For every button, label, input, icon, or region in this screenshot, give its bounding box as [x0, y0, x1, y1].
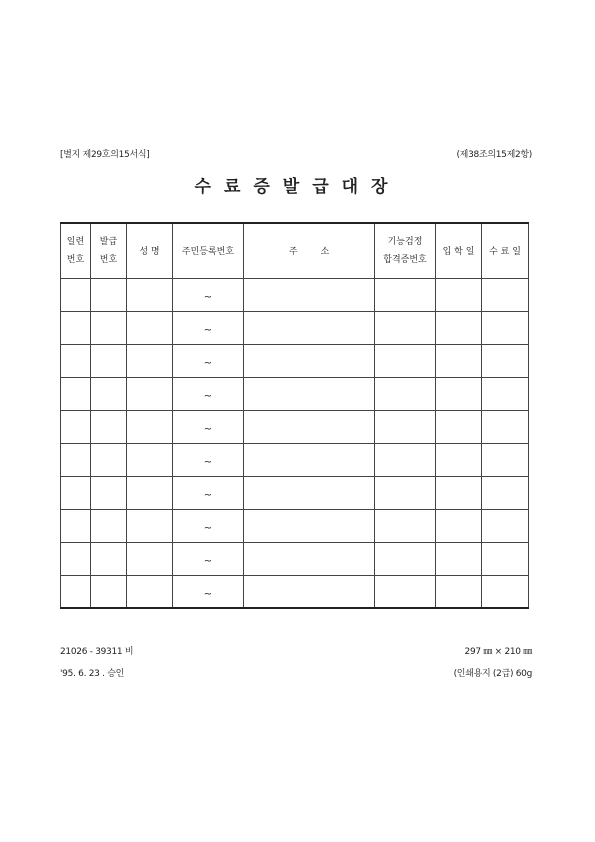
table-cell	[127, 476, 173, 509]
table-cell	[482, 476, 529, 509]
table-cell	[375, 443, 436, 476]
table-cell	[91, 311, 127, 344]
table-cell	[244, 542, 375, 575]
table-cell	[127, 311, 173, 344]
table-row	[61, 344, 529, 377]
table-header-row	[61, 223, 529, 278]
resident-number-placeholder: ~	[203, 588, 213, 600]
table-cell	[127, 344, 173, 377]
col-header-address: 주 소	[244, 223, 375, 278]
table-cell	[91, 509, 127, 542]
col-header-name: 성 명	[127, 223, 173, 278]
table-cell	[91, 377, 127, 410]
table-cell	[375, 542, 436, 575]
table-cell	[61, 344, 91, 377]
table-cell	[482, 311, 529, 344]
table-cell	[173, 377, 244, 410]
table-cell	[436, 410, 482, 443]
table-row	[61, 410, 529, 443]
table-cell	[244, 311, 375, 344]
table-cell	[173, 344, 244, 377]
table-row	[61, 509, 529, 542]
table-cell	[61, 575, 91, 608]
table-cell	[91, 575, 127, 608]
table-cell	[375, 377, 436, 410]
table-cell	[244, 377, 375, 410]
table-cell	[244, 344, 375, 377]
table-cell	[61, 509, 91, 542]
table-cell	[436, 344, 482, 377]
resident-number-placeholder: ~	[203, 523, 213, 534]
resident-number-placeholder: ~	[203, 358, 213, 369]
table-cell	[127, 509, 173, 542]
table-cell	[127, 575, 173, 608]
table-cell	[244, 443, 375, 476]
table-cell	[436, 311, 482, 344]
table-row	[61, 575, 529, 608]
table-cell	[436, 476, 482, 509]
table-cell	[482, 542, 529, 575]
table-cell	[61, 278, 91, 311]
table-cell	[244, 476, 375, 509]
table-row	[61, 476, 529, 509]
resident-number-placeholder: ~	[203, 556, 213, 567]
table-cell	[244, 278, 375, 311]
table-cell	[482, 575, 529, 608]
resident-number-placeholder: ~	[203, 490, 213, 501]
resident-number-placeholder: ~	[203, 391, 213, 402]
approval-date: '95. 6. 23 . 승인	[60, 669, 125, 679]
table-cell	[375, 344, 436, 377]
table-cell	[482, 443, 529, 476]
table-cell	[482, 344, 529, 377]
table-cell	[482, 509, 529, 542]
issuance-ledger-table	[60, 222, 529, 609]
rule-reference: (제38조의15제2항)	[456, 150, 532, 160]
table-cell	[436, 278, 482, 311]
table-cell	[127, 377, 173, 410]
table-cell	[91, 344, 127, 377]
table-cell	[436, 575, 482, 608]
resident-number-placeholder: ~	[203, 424, 213, 435]
table-cell	[61, 476, 91, 509]
table-cell	[375, 509, 436, 542]
table-cell	[244, 410, 375, 443]
col-header-resident-no: 주민등록번호	[173, 223, 244, 278]
table-cell	[173, 575, 244, 608]
table-cell	[173, 476, 244, 509]
col-header-serial-no: 일련 번호	[61, 223, 91, 278]
table-cell	[173, 410, 244, 443]
table-cell	[61, 410, 91, 443]
table-cell	[244, 509, 375, 542]
resident-number-placeholder: ~	[203, 292, 213, 303]
form-reference: [별지 제29호의15서식]	[60, 150, 150, 160]
table-cell	[375, 575, 436, 608]
table-cell	[436, 542, 482, 575]
form-code: 21026 - 39311 비	[60, 647, 134, 657]
table-row	[61, 377, 529, 410]
table-cell	[173, 311, 244, 344]
paper-size: 297 ㎜ × 210 ㎜	[464, 647, 532, 657]
table-cell	[61, 542, 91, 575]
table-cell	[127, 278, 173, 311]
table-cell	[482, 377, 529, 410]
table-cell	[173, 542, 244, 575]
table-row	[61, 443, 529, 476]
table-cell	[436, 443, 482, 476]
paper-type: (인쇄용지 (2급) 60g	[453, 669, 532, 679]
table-row	[61, 542, 529, 575]
table-cell	[91, 443, 127, 476]
col-header-admission-date: 입 학 일	[436, 223, 482, 278]
table-cell	[127, 542, 173, 575]
page-title: 수료증발급대장	[194, 177, 401, 197]
table-cell	[91, 542, 127, 575]
table-cell	[482, 278, 529, 311]
table-cell	[91, 410, 127, 443]
table-cell	[375, 311, 436, 344]
table-cell	[173, 509, 244, 542]
table-row	[61, 278, 529, 311]
table-cell	[244, 575, 375, 608]
resident-number-placeholder: ~	[203, 457, 213, 468]
table-cell	[61, 443, 91, 476]
table-cell	[127, 443, 173, 476]
table-cell	[375, 410, 436, 443]
table-cell	[173, 443, 244, 476]
table-row	[61, 311, 529, 344]
table-cell	[91, 476, 127, 509]
col-header-issue-no: 발급 번호	[91, 223, 127, 278]
table-cell	[91, 278, 127, 311]
table-cell	[127, 410, 173, 443]
table-cell	[173, 278, 244, 311]
table-cell	[436, 509, 482, 542]
col-header-certificate-no: 기능검정 합격증번호	[375, 223, 436, 278]
table-cell	[61, 311, 91, 344]
col-header-completion-date: 수 료 일	[482, 223, 529, 278]
table-cell	[375, 476, 436, 509]
table-cell	[61, 377, 91, 410]
table-cell	[436, 377, 482, 410]
table-cell	[482, 410, 529, 443]
resident-number-placeholder: ~	[203, 325, 213, 336]
table-cell	[375, 278, 436, 311]
